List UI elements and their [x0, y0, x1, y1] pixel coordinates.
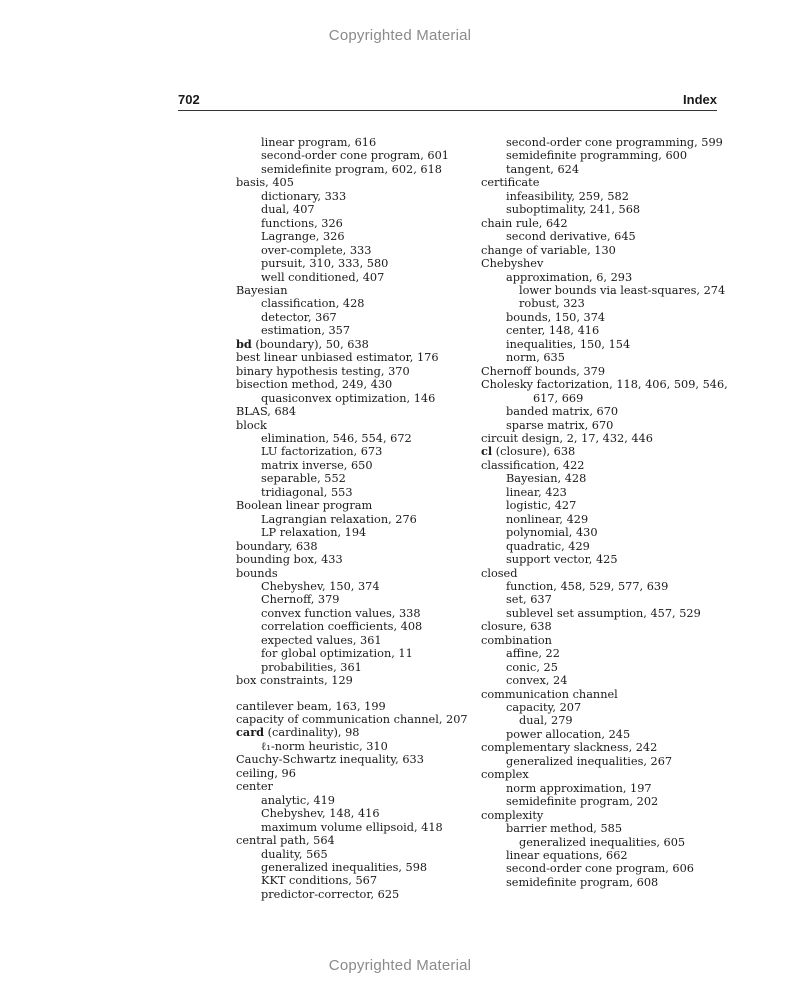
index-entry-text: support vector, 425 [506, 553, 618, 567]
index-entry [236, 176, 476, 189]
index-entry [481, 405, 726, 418]
index-entry-text: robust, 323 [519, 297, 585, 311]
index-entry [481, 378, 726, 391]
index-entry-text: correlation coefficients, 408 [261, 620, 423, 634]
index-entry-text: linear, 423 [506, 485, 567, 499]
index-entry-text: generalized inequalities, 267 [506, 754, 673, 768]
index-entry [236, 499, 476, 512]
index-entry [481, 688, 726, 701]
index-entry [481, 244, 726, 257]
watermark-top: Copyrighted Material [328, 27, 472, 44]
index-entry [236, 794, 476, 807]
index-entry-text: power allocation, 245 [506, 727, 631, 741]
index-entry [481, 553, 726, 566]
index-entry [481, 782, 726, 795]
index-entry [481, 513, 726, 526]
index-entry-text: tridiagonal, 553 [261, 485, 353, 499]
index-entry-text: cantilever beam, 163, 199 [236, 699, 386, 713]
index-entry [236, 271, 476, 284]
index-entry-text: approximation, 6, 293 [506, 270, 633, 284]
index-entry [481, 432, 726, 445]
index-entry-text: elimination, 546, 554, 672 [261, 431, 412, 445]
index-entry-text: linear equations, 662 [506, 849, 628, 863]
index-entry-text: closure, 638 [481, 620, 552, 634]
index-entry [236, 338, 476, 351]
index-term-bold: cl [481, 444, 493, 459]
index-entry-text: best linear unbiased estimator, 176 [236, 351, 439, 365]
index-entry-text: Chernoff, 379 [261, 593, 340, 607]
index-entry [236, 149, 476, 162]
index-entry-text: norm, 635 [506, 351, 565, 365]
index-entry-text: analytic, 419 [261, 793, 335, 807]
index-entry [236, 284, 476, 297]
index-entry-text: capacity, 207 [506, 701, 582, 715]
index-entry [481, 459, 726, 472]
index-entry [481, 136, 726, 149]
index-entry-text: polynomial, 430 [506, 526, 598, 540]
index-entry [481, 580, 726, 593]
index-entry [236, 780, 476, 793]
index-entry-text: barrier method, 585 [506, 822, 623, 836]
index-entry [236, 217, 476, 230]
index-entry [481, 338, 726, 351]
index-entry-text: norm approximation, 197 [506, 781, 652, 795]
index-entry-text: well conditioned, 407 [261, 270, 385, 284]
index-entry [481, 674, 726, 687]
index-entry-text: conic, 25 [506, 660, 558, 674]
index-entry-text: maximum volume ellipsoid, 418 [261, 820, 443, 834]
index-entry-text: banded matrix, 670 [506, 405, 619, 419]
index-entry-text: set, 637 [506, 593, 552, 607]
index-entry [236, 700, 476, 713]
index-entry [236, 257, 476, 270]
index-entry-text: inequalities, 150, 154 [506, 337, 631, 351]
index-entry-text: bounds, 150, 374 [506, 310, 606, 324]
index-entry-text: dictionary, 333 [261, 189, 347, 203]
index-entry-text: 617, 669 [533, 391, 584, 405]
index-entry [236, 593, 476, 606]
index-entry-text: bisection method, 249, 430 [236, 378, 393, 392]
index-entry [236, 230, 476, 243]
index-entry [481, 351, 726, 364]
index-entry [481, 486, 726, 499]
index-entry-text: logistic, 427 [506, 499, 577, 513]
index-entry-text: Chernoff bounds, 379 [481, 364, 606, 378]
index-entry [481, 271, 726, 284]
index-entry-text: second-order cone program, 606 [506, 862, 694, 876]
index-entry [481, 472, 726, 485]
index-entry-text: block [236, 418, 267, 432]
index-entry [236, 713, 476, 726]
index-entry [236, 136, 476, 149]
index-entry [236, 634, 476, 647]
index-entry [236, 674, 476, 687]
index-entry [236, 405, 476, 418]
index-entry-text: binary hypothesis testing, 370 [236, 364, 410, 378]
index-entry-text: function, 458, 529, 577, 639 [506, 579, 669, 593]
index-entry [481, 163, 726, 176]
index-entry [481, 795, 726, 808]
index-entry-text: estimation, 357 [261, 324, 351, 338]
index-entry-text: sparse matrix, 670 [506, 418, 614, 432]
index-entry-text: infeasibility, 259, 582 [506, 189, 629, 203]
index-entry [236, 553, 476, 566]
index-term-bold: bd [236, 336, 252, 351]
index-entry [236, 392, 476, 405]
index-entry [236, 726, 476, 739]
index-entry [481, 217, 726, 230]
index-entry [236, 419, 476, 432]
index-entry-text: change of variable, 130 [481, 243, 616, 257]
index-entry [236, 432, 476, 445]
index-entry-text: communication channel [481, 687, 618, 701]
index-entry-text: Cholesky factorization, 118, 406, 509, 546, [481, 378, 728, 392]
index-entry-text: pursuit, 310, 333, 580 [261, 257, 389, 271]
index-entry [236, 163, 476, 176]
index-entry [236, 647, 476, 660]
index-entry [481, 324, 726, 337]
index-entry-text: complexity [481, 808, 544, 822]
index-entry-text: center, 148, 416 [506, 324, 600, 338]
index-entry [236, 526, 476, 539]
index-entry [481, 647, 726, 660]
index-entry-text: generalized inequalities, 605 [519, 835, 686, 849]
index-entry [481, 768, 726, 781]
index-entry [236, 540, 476, 553]
index-entry-text: bounds [236, 566, 278, 580]
index-entry-text: convex, 24 [506, 674, 568, 688]
index-entry-text: (cardinality), 98 [264, 726, 360, 740]
index-entry [236, 244, 476, 257]
index-entry-text: classification, 422 [481, 458, 585, 472]
index-entry [236, 486, 476, 499]
index-entry [481, 365, 726, 378]
index-entry-text: semidefinite program, 202 [506, 795, 659, 809]
index-entry [236, 513, 476, 526]
index-entry [236, 848, 476, 861]
index-entry-text: ℓ₁-norm heuristic, 310 [261, 739, 388, 753]
index-entry-text: suboptimality, 241, 568 [506, 203, 641, 217]
index-entry-text: (boundary), 50, 638 [251, 337, 369, 351]
index-entry [481, 701, 726, 714]
index-entry [236, 607, 476, 620]
index-entry [481, 311, 726, 324]
index-entry-text: LP relaxation, 194 [261, 526, 367, 540]
index-entry [481, 526, 726, 539]
index-entry-text: Boolean linear program [236, 499, 373, 513]
index-entry-text: second-order cone program, 601 [261, 149, 449, 163]
index-entry [481, 836, 726, 849]
index-entry [236, 767, 476, 780]
index-entry-text: probabilities, 361 [261, 660, 362, 674]
index-entry-text: chain rule, 642 [481, 216, 568, 230]
index-entry [236, 472, 476, 485]
index-entry [236, 834, 476, 847]
index-entry-text: (closure), 638 [492, 445, 576, 459]
index-entry-text: circuit design, 2, 17, 432, 446 [481, 431, 653, 445]
index-entry-text: complementary slackness, 242 [481, 741, 658, 755]
index-entry [236, 365, 476, 378]
watermark-bottom: Copyrighted Material [328, 957, 472, 974]
index-entry-text: semidefinite programming, 600 [506, 149, 688, 163]
index-entry [481, 593, 726, 606]
index-entry-text: BLAS, 684 [236, 405, 297, 419]
index-entry-text: KKT conditions, 567 [261, 874, 378, 888]
index-entry-text: Bayesian [236, 283, 288, 297]
index-entry-text: quadratic, 429 [506, 539, 590, 553]
index-entry [481, 862, 726, 875]
index-entry [481, 661, 726, 674]
index-entry [236, 661, 476, 674]
index-entry [481, 540, 726, 553]
index-entry [481, 230, 726, 243]
index-entry [481, 419, 726, 432]
index-entry-text: nonlinear, 429 [506, 512, 589, 526]
index-entry [236, 861, 476, 874]
index-entry [481, 567, 726, 580]
index-entry [481, 634, 726, 647]
index-entry [481, 755, 726, 768]
index-entry [236, 311, 476, 324]
index-entry [236, 297, 476, 310]
index-entry [236, 567, 476, 580]
index-entry-text: classification, 428 [261, 297, 365, 311]
index-entry [481, 445, 726, 458]
section-title: Index [683, 92, 717, 107]
index-entry-text: separable, 552 [261, 472, 346, 486]
index-entry-text: capacity of communication channel, 207 [236, 713, 468, 727]
index-entry-text: matrix inverse, 650 [261, 458, 373, 472]
index-entry [481, 620, 726, 633]
index-entry [481, 822, 726, 835]
index-entry [481, 257, 726, 270]
index-entry [481, 741, 726, 754]
index-entry-text: second derivative, 645 [506, 230, 636, 244]
index-term-bold: card [236, 725, 265, 740]
index-entry [236, 580, 476, 593]
index-entry-text: closed [481, 566, 518, 580]
index-entry [236, 753, 476, 766]
index-entry-text: LU factorization, 673 [261, 445, 383, 459]
index-entry-text: combination [481, 633, 552, 647]
index-entry [481, 849, 726, 862]
index-entry-text: Cauchy-Schwartz inequality, 633 [236, 753, 424, 767]
index-entry [236, 378, 476, 391]
page-number: 702 [178, 92, 200, 107]
index-entry [481, 176, 726, 189]
index-column-right [481, 136, 726, 889]
index-entry-text: quasiconvex optimization, 146 [261, 391, 436, 405]
index-entry-text: complex [481, 768, 529, 782]
index-entry-text: second-order cone programming, 599 [506, 136, 723, 149]
index-entry-text: over-complete, 333 [261, 243, 372, 257]
index-entry-text: Chebyshev [481, 257, 544, 271]
index-entry [481, 392, 726, 405]
index-entry-text: lower bounds via least-squares, 274 [519, 283, 726, 297]
index-entry-text: boundary, 638 [236, 539, 318, 553]
index-entry [236, 203, 476, 216]
index-entry-text: Chebyshev, 148, 416 [261, 807, 380, 821]
index-entry-text: box constraints, 129 [236, 674, 353, 688]
index-entry [236, 324, 476, 337]
index-entry [236, 888, 476, 901]
index-entry [481, 203, 726, 216]
index-entry-text: dual, 407 [261, 203, 315, 217]
index-entry-text: Lagrange, 326 [261, 230, 345, 244]
index-entry [236, 821, 476, 834]
index-entry [481, 190, 726, 203]
index-entry-text: predictor-corrector, 625 [261, 887, 400, 901]
index-entry [481, 728, 726, 741]
page-header [178, 92, 717, 111]
index-entry [236, 459, 476, 472]
index-entry-text: center [236, 780, 273, 794]
index-entry [236, 620, 476, 633]
index-entry [236, 874, 476, 887]
index-entry-text: functions, 326 [261, 216, 343, 230]
index-entry-text: semidefinite program, 602, 618 [261, 162, 442, 176]
index-entry-text: duality, 565 [261, 847, 328, 861]
index-entry [236, 351, 476, 364]
index-entry-text: affine, 22 [506, 647, 560, 661]
index-entry-text: Bayesian, 428 [506, 472, 587, 486]
index-entry-text: tangent, 624 [506, 162, 580, 176]
index-column-left [236, 136, 476, 901]
index-entry [481, 499, 726, 512]
index-entry-text: linear program, 616 [261, 136, 377, 149]
index-entry [481, 297, 726, 310]
index-entry-text: Chebyshev, 150, 374 [261, 579, 380, 593]
index-entry-text: for global optimization, 11 [261, 647, 413, 661]
index-entry-text: basis, 405 [236, 176, 294, 190]
index-entry [236, 740, 476, 753]
index-entry-text: dual, 279 [519, 714, 573, 728]
index-entry [481, 607, 726, 620]
index-entry [481, 809, 726, 822]
index-entry-text: ceiling, 96 [236, 766, 296, 780]
index-entry [236, 190, 476, 203]
index-entry-text: sublevel set assumption, 457, 529 [506, 606, 701, 620]
index-entry-text: convex function values, 338 [261, 606, 421, 620]
index-entry [481, 876, 726, 889]
index-entry [236, 445, 476, 458]
index-entry [481, 284, 726, 297]
index-entry-text: semidefinite program, 608 [506, 875, 659, 889]
index-entry-text: detector, 367 [261, 310, 337, 324]
index-entry-text: certificate [481, 176, 540, 190]
index-entry [481, 149, 726, 162]
index-entry-text: generalized inequalities, 598 [261, 861, 428, 875]
index-entry [236, 807, 476, 820]
index-entry-text: Lagrangian relaxation, 276 [261, 512, 417, 526]
index-entry-text: central path, 564 [236, 834, 335, 848]
index-entry-text: bounding box, 433 [236, 553, 343, 567]
index-entry [481, 714, 726, 727]
index-entry-text: expected values, 361 [261, 633, 382, 647]
